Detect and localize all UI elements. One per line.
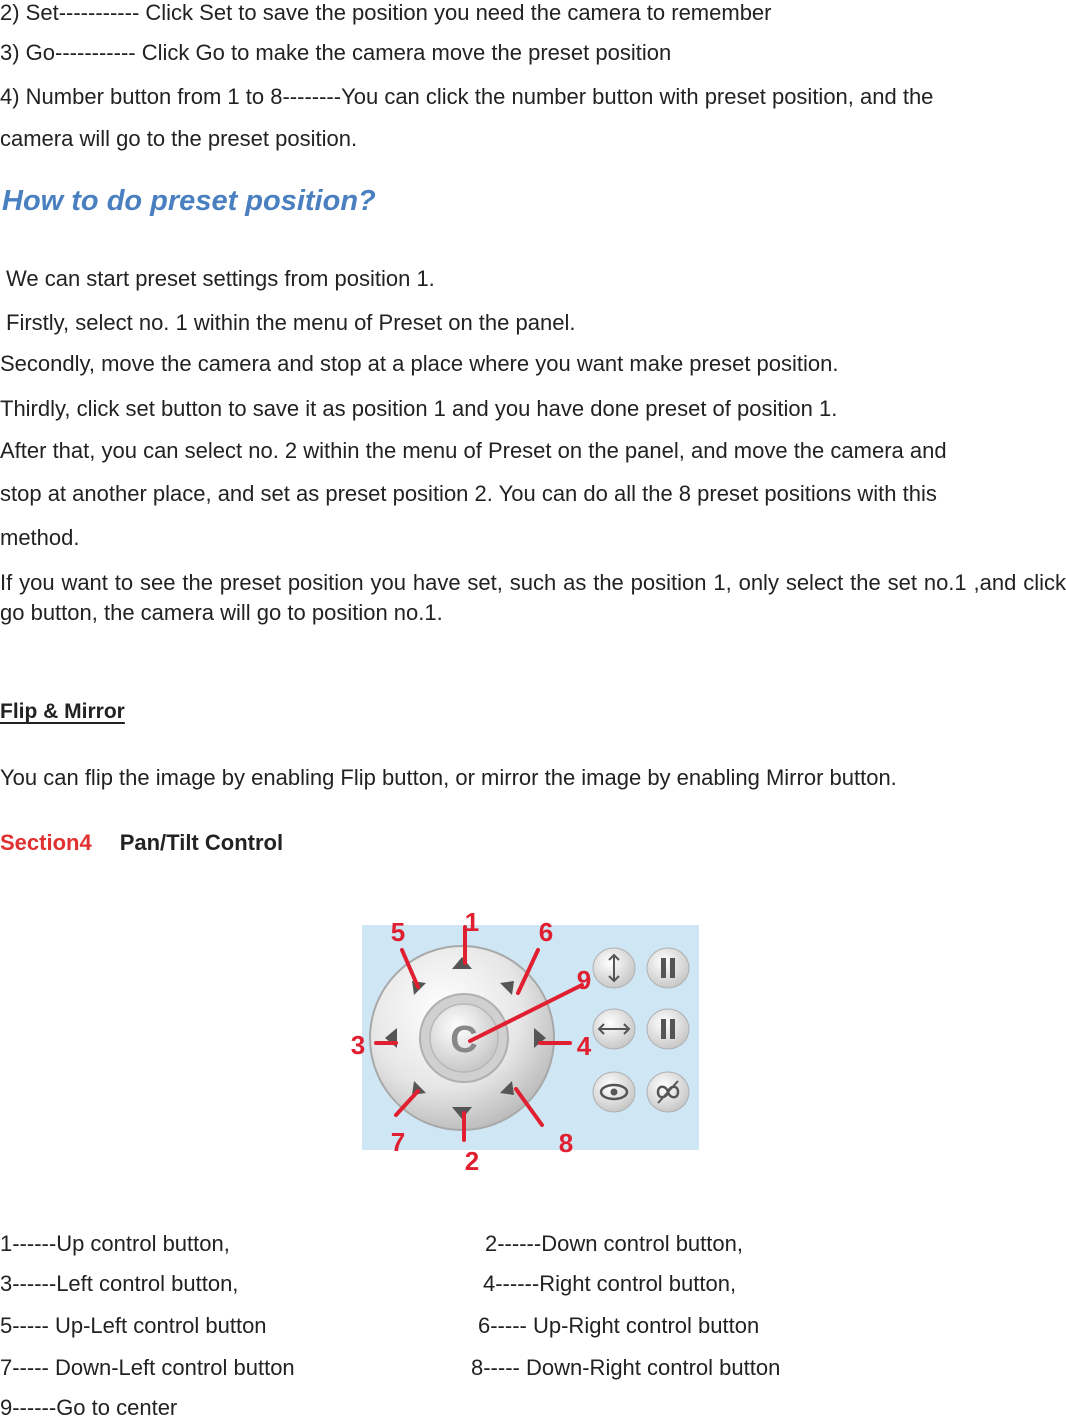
intro-line-go: 3) Go----------- Click Go to make the camera move the preset position (0, 40, 672, 65)
section-heading (0, 830, 283, 856)
infinity-icon[interactable] (647, 1072, 689, 1112)
intro-line-number: 4) Number button from 1 to 8--------You can click the number button with preset position, and the (0, 84, 934, 109)
pan-tilt-diagram (350, 905, 702, 1176)
legend-item: 6----- Up-Right control button (478, 1313, 760, 1338)
section-title: Pan/Tilt Control (119, 830, 284, 855)
flip-mirror-text: You can flip the image by enabling Flip button, or mirror the image by enabling Mirror button. (0, 765, 897, 790)
legend-item: 4------Right control button, (483, 1271, 737, 1296)
intro-line-set: 2) Set----------- Click Set to save the position you need the camera to remember (0, 0, 772, 25)
flip-mirror-heading: Flip & Mirror (0, 700, 125, 723)
center-glyph: C (450, 1019, 478, 1061)
callout-9: 9 (576, 965, 592, 995)
legend-item: 2------Down control button, (485, 1231, 743, 1256)
callout-1: 1 (464, 907, 480, 937)
preset-line: Firstly, select no. 1 within the menu of Preset on the panel. (6, 310, 576, 335)
preset-heading: How to do preset position? (2, 185, 376, 217)
legend-item: 8----- Down-Right control button (471, 1355, 781, 1380)
callout-4: 4 (576, 1031, 592, 1061)
legend-item: 3------Left control button, (0, 1271, 239, 1296)
intro-line-number-cont: camera will go to the preset position. (0, 126, 358, 151)
legend-item: 7----- Down-Left control button (0, 1355, 295, 1380)
section-label: Section4 (0, 830, 92, 855)
callout-2: 2 (464, 1146, 480, 1176)
legend-item: 9------Go to center (0, 1395, 178, 1420)
eye-icon[interactable] (593, 1072, 635, 1112)
vertical-arrows-icon[interactable] (593, 948, 635, 988)
callout-5: 5 (390, 917, 406, 947)
horizontal-arrows-icon[interactable] (593, 1009, 635, 1049)
preset-line: stop at another place, and set as preset position 2. You can do all the 8 preset positions with this (0, 481, 937, 506)
legend-item: 1------Up control button, (0, 1231, 230, 1256)
callout-8: 8 (558, 1128, 574, 1158)
preset-line: After that, you can select no. 2 within the menu of Preset on the panel, and move the camera and (0, 438, 947, 463)
callout-7: 7 (390, 1127, 406, 1157)
preset-line: We can start preset settings from position 1. (6, 266, 435, 291)
callout-3: 3 (350, 1030, 366, 1060)
preset-paragraph: If you want to see the preset position you have set, such as the position 1, only select the set no.1 ,and click go button, the camera will go to position no.1. (0, 570, 1066, 625)
legend-item: 5----- Up-Left control button (0, 1313, 267, 1338)
callout-6: 6 (538, 917, 554, 947)
preset-line: Thirdly, click set button to save it as position 1 and you have done preset of position 1. (0, 396, 838, 421)
pause-icon[interactable] (647, 948, 689, 988)
pause-icon[interactable] (647, 1009, 689, 1049)
preset-line: Secondly, move the camera and stop at a place where you want make preset position. (0, 351, 839, 376)
preset-line: method. (0, 525, 80, 550)
